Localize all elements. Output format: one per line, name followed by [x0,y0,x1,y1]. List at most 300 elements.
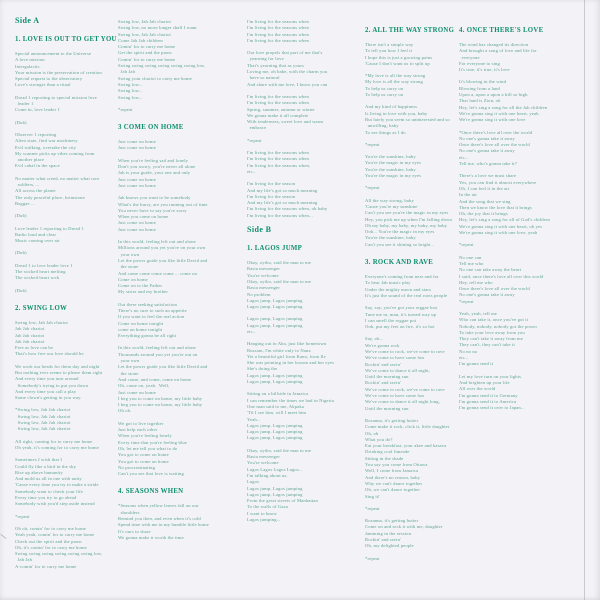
stanza [365,556,463,562]
stanza [247,391,363,441]
stanza [15,514,119,520]
stanza [15,457,119,507]
stanza [118,195,242,233]
lyric-line: Come on to the Father [118,283,163,289]
lyric-line: One man said to me, Akpaka [247,403,304,409]
lyric-line: Swing low, Jah Jah chariot [15,420,71,426]
stanza [365,506,463,512]
lyric-line: Yes, you can find it almost everywhere [459,179,537,185]
lyric-line: Comin' for to carry me home [118,44,176,50]
stanza [15,263,119,282]
lyric-line: Under the mighty moon and stars [365,286,432,292]
stanza [365,198,463,248]
lyric-line: But nothing ever seems to please them right [15,369,103,375]
lyric-line: 'Cause you're my sunshine [365,203,418,209]
lyric-line: Love's stronger than a ritual [15,82,71,88]
lyric-line: Then we know the love that it brings [459,204,532,210]
lyric-line: Oh my baby, my baby, my baby, my baby [365,222,448,228]
lyric-line: Oh, let me tell you what to do [118,445,178,451]
lyric-line: Just come on home [118,145,156,151]
stanza [118,139,242,152]
lyric-line: Every time you try to go ahead [15,495,77,501]
lyric-line: Observer 1 reporting [15,131,57,137]
lyric-line: In this world, feeling left out and alone [118,239,196,245]
lyric-line: Lagos jump, Lagos jumping [247,304,303,310]
lyric-line: We're gonna rock [365,342,400,348]
lyric-line: Lagos jump, Lagos jumping [247,485,303,491]
lyric-line: Swing low... [118,81,143,87]
lyric-line: Hey, let's sing a song for all of God's children [459,217,550,223]
lyric-line: I'm living for the seasons when [247,19,309,24]
lyric-line: Special announcement to the Universe [15,51,92,56]
lyric-line: Evil cabal in the space [15,163,60,169]
lyric-line: Let the power guide you like little David and [118,257,208,263]
lyric-line: Come on and rock it with me, daughter [365,524,443,530]
lyric-line: Oh, my delighted people [365,543,414,549]
lyric-line: Just come on home [118,139,156,145]
lyric-line: Sitting on a hillside in Jamaica [247,391,309,397]
lyric-line: Every time that you're feeling blue [118,439,187,445]
lyric-line: You're the magic in my eyes [365,173,422,179]
song-title: 1. LOVE IS OUT TO GET YOU [15,36,117,43]
stanza [15,407,119,432]
lyric-line: Tell me who [459,260,484,266]
lyric-line: 'Til I see him, will I meet him [247,410,307,416]
lyric-line: Thousands around you yet you're out on [118,351,198,357]
lyric-line: When you come on home [118,214,169,220]
stanza [15,120,119,126]
lyric-line: My sister and my brother [118,289,169,295]
lyric-line: Jah is your guide, your one and only [118,170,191,176]
lyric-line: Swing low... [118,88,143,94]
lyric-line: Come in, love leader 1 [15,107,61,113]
lyric-line: Remind you then, and even when it's cold [118,516,201,521]
lyric-line: You're welcome [247,460,279,466]
lyric-line: The wicked heart melting [15,269,66,275]
lyric-line: There's no cure to such an appetite [118,307,187,313]
stanza [118,239,242,296]
lyric-line: Let the power guide you like little David and [118,364,208,370]
lyric-line: Russian, I'm white only to Nana [247,347,311,353]
lyric-line: To help us carry on [365,85,404,91]
lyric-line: Can't you see that love is waiting [118,471,184,477]
lyric-line: Oh, come on, yeah. Well, [118,383,170,389]
lyric-line: And every time you call a play [15,388,77,394]
stanza [459,374,581,412]
song-title: 1. LAGOS JUMP [247,245,303,253]
lyric-line: Just come on home [118,226,156,232]
lyric-line: Lagos Lagos Lagos Lagos... [247,466,303,472]
lyric-line: *Seasons when yellow leaves fall on our [118,503,199,509]
lyric-line: It's blowing in the wind [459,79,507,85]
lyric-line: They can't, they can't take it [459,342,515,348]
lyric-line: Okay, oyibo, said the man to me [247,447,312,453]
lyric-line: Nobody, nobody, nobody got the power [459,323,538,329]
lyric-line: It's just the sound of the real roots people [365,292,448,298]
lyric-line: Oh, it's comin' for to carry me home [15,544,87,550]
lyric-line: Jah Jah chariot [15,338,45,344]
stanza [15,288,119,294]
lyric-line: Once there's love all over the world [459,286,530,292]
lyric-line: To tell you how I feel it [365,48,413,54]
lyric-line: We gonna make it all complete [247,112,309,118]
lyric-line: When you're feeling sad and lonely [118,157,189,163]
lyric-line: Come make it rock, click it, little daughter [365,424,450,430]
lyric-line: I can remember the times we had in Nigeria [247,397,334,403]
lyric-line: And every time you turn around [15,376,79,382]
lyric-line: Jah knows you want to be somebody [118,195,191,201]
stanza [365,142,463,148]
lyric-line: Music coming over air [15,238,60,244]
lyric-line: Out there seeking satisfaction [118,301,177,307]
lyric-line: Some clown's getting in you way. [15,395,82,401]
song-title: 3. ROCK AND RAVE [365,259,434,267]
side-heading: Side B [247,225,272,235]
lyric-line: To help us carry on [365,92,404,98]
lyric-line: (Dub) [15,287,27,293]
lyric-line: *repeat [459,242,474,248]
lyric-line: I'm gonna send it over to Japan... [459,405,525,411]
lyric-line: Don't you worry, you're never all alone [118,164,196,170]
lyric-line: Oh oh, comin' for to carry me home [15,525,86,531]
lyric-line: your own [118,251,140,257]
lyric-line: *repeat [365,141,380,147]
lyric-line: Lagos jumping... [247,517,281,522]
lyric-line: From the great streets of Manhattan [247,498,318,504]
lyric-line: I'm living for the seasons when [247,150,309,156]
stanza [247,341,363,385]
lyric-line: It's true, it's true, it's love [459,67,510,73]
lyric-line: She was pointing in her bosom and her eyes [247,360,335,366]
lyric-line: Tell me, who's gonna take it? [459,161,517,167]
lyric-line: Swing swing swing swing swing swing low, [15,551,103,557]
lyric-line: I'm living for the seasons when, oh baby [247,206,328,212]
lyric-line: I want to know [247,510,277,516]
lyric-line: Yet a beautiful girl from Kano, from Ile [247,353,326,359]
stanza [459,311,581,368]
lyric-line: To hear Jah music play [365,280,411,286]
paper-crease-line [584,0,585,600]
lyric-line: Sometimes I wish that I [15,457,63,463]
stanza [15,226,119,245]
stanza [365,274,463,299]
lyric-line: Rasta messenger [247,454,280,460]
song-title: 4. SEASONS WHEN [118,488,184,496]
lyric-line: Rosanna, it's getting hotter [365,518,419,524]
lyric-line: I'm living for the season [247,181,296,187]
lyric-line: In the air [459,192,478,198]
lyric-line: Just come on home [118,176,156,182]
lyric-line: And come come come come ... come on [118,270,197,276]
lyric-line: Jah Jah [118,69,136,75]
lyric-line: Lagos jump, Lagos jumping [247,316,303,322]
lyric-line: The wicked heart rock [15,275,60,281]
stanza [15,51,119,89]
lyric-line: No one can take away the heart [459,267,522,273]
lyric-line: Let my love turn on your lights [459,373,522,379]
lyric-line: Lagos [247,479,259,485]
lyric-line: Rosanna, it's getting hotter [365,417,419,423]
stanza [247,150,363,175]
lyric-line: To take your love away from you [459,329,525,335]
lyric-line: No procrastinating [118,464,156,470]
lyric-line: You got to come on home [118,458,169,464]
lyric-line: Jah Jah chariot [15,332,45,338]
lyric-line: We've come to have some fun [365,355,424,361]
lyric-line: All across the planet [15,188,56,194]
lyric-line: I'm living for the seasons when... [247,212,313,218]
lyric-line: Ooh... You're the magic in my eyes [365,229,435,235]
lyric-line: And mold us all in one with unity [15,476,82,482]
lyric-line: No one can [459,254,482,260]
lyric-line: come on home tonight [118,326,163,332]
lyric-line: I said, once there's love all over this world [459,273,544,279]
lyric-line: A-comin' for to carry me home [15,563,77,569]
stanza [15,364,119,402]
lyric-line: Sitting in the shade [365,455,404,461]
lyric-line: I'm talking about us. [247,472,288,478]
lyric-line: I'm living for the seasons when, [247,162,311,168]
lyric-line: Reggae ... [15,200,35,206]
stanza [365,42,463,67]
stanza [15,213,119,219]
lyric-line: Rockin' and ravin' [365,537,401,542]
lyric-line: Okay, oyibo, said the man to me [247,278,312,284]
lyric-line: Spend time with me in my humble little home [118,522,209,528]
song-title: 2. SWING LOW [15,304,68,312]
stanza [247,448,363,524]
lyric-line: But lately you seem so uninterested and so [365,116,450,122]
stanza [365,305,463,330]
lyric-line: Swing low, Jah Jah chariot [118,31,171,37]
lyric-line: Jamming in the session [365,530,412,536]
lyric-line: shoulders [118,509,140,515]
lyric-line: Well, I come from Jamaica [365,468,419,474]
stanza [247,138,363,144]
lyric-line: And come, and come, come on home [118,376,192,382]
song-title: 3 COME ON HOME [118,124,184,132]
lyric-line: I'm living for the seasons when [247,31,309,37]
lyric-line: Just come on home [118,182,156,188]
lyric-line: We're gonna sing it with one heart, oh yes [459,223,543,229]
lyrics-column-1 [15,16,119,576]
lyric-line: Rockin' and ravin' [365,361,401,367]
lyric-line: For everyone to sing [459,60,500,66]
lyric-line: etc... [247,328,257,334]
lyric-line: And my life's got so much meaning [247,187,318,193]
lyric-line: Intergalactic [15,63,40,69]
lyric-line: I'm gonna send it to Germany [459,392,518,398]
lyric-line: We're gonna sing it with one love [459,117,526,123]
lyric-line: Lagos jump, Lagos jumping [247,297,303,303]
lyric-line: *repeat [15,513,30,519]
stanza [459,173,581,236]
stanza [118,503,242,541]
lyric-line: Free as love can be [15,345,54,351]
scratch-mark [0,534,6,539]
lyric-line: Comin' for to carry me home [118,56,176,62]
lyrics-column-3 [247,19,363,529]
lyric-line: Lagos jump, Lagos jumping [247,435,303,441]
lyric-line: Lagos jump, Lagos jumping [247,429,303,435]
lyric-line: Lagos jump, Lagos jumping [247,422,303,428]
lyric-line: I hope this is just a growing pains [365,54,433,60]
lyric-line: We're gonna sing it with one love, yeah [459,230,538,236]
lyric-line: Somebody want to check your life [15,488,83,494]
lyric-line: Lagos jump, Lagos jumping [247,322,303,328]
stanza [365,336,463,412]
lyric-line: With tenderness, sweet love and warm [247,119,324,125]
lyric-line: Everyone's coming from near and far [365,274,439,280]
stanza [15,439,119,452]
lyric-line: yearning for love [247,56,284,62]
lyric-line: Is living in love with you, baby [365,110,428,116]
lyric-line: That's yearning that as yours [247,62,304,68]
lyric-line: Okay, oyibo, said the man to me [247,260,312,266]
lyric-line: You say you come from Ottawa [365,462,428,468]
lyric-line: Swing low, Jah Jah chariot [15,426,71,432]
stanza [459,242,581,248]
lyric-line: Jah Jah [15,557,33,563]
lyric-line: Oh, we can't dance together [365,487,421,493]
lyric-line: etc... [247,168,257,174]
lyric-line: Could fly like a bird in the sky [15,463,77,469]
stanza [118,107,242,113]
lyric-line: Sing it! [365,493,380,499]
lyric-line: Radio loud and clear [15,231,57,237]
stanza [15,132,119,170]
lyric-line: What you do? [365,436,393,442]
stanza [459,79,581,123]
stanza [365,104,463,135]
stanza [15,95,119,114]
lyric-line: *Once there's love all over the world [459,129,533,135]
lyric-line: Hey, you pick me up when I'm falling down [365,216,452,222]
lyric-line: Millions around you yet you're on your own [118,245,206,251]
lyric-line: Swing low, Jah Jah chariot [118,19,171,24]
lyric-line: All the way strong, baby [365,197,414,203]
lyric-line: *repeat [365,505,380,511]
lyric-line: Just come on home [118,389,156,395]
stanza [247,94,363,132]
lyric-line: I'm living for the season [247,193,296,199]
lyric-line: You're the sunshine, baby [365,166,416,172]
lyric-line: I'm living for the seasons when [247,25,309,31]
lyric-line: No one's gonna take it away [459,292,515,298]
lyric-line: Alien state, find war machinery [15,138,78,144]
lyric-line: We've come to dance it all night long, [365,399,441,405]
lyric-line: Lagos jump, Lagos jumping [247,379,303,385]
lyric-line: Come on home tonight [118,320,164,326]
lyric-line: Rasta messenger [247,285,280,291]
lyric-line: Come on home [118,276,148,282]
lyric-line: Oh, the joy that it brings [459,211,508,217]
lyric-line: Oh oh. [118,408,132,414]
lyric-line: Hey, let's sing a song for all the Jah children [459,104,548,110]
lyric-line: All right, coming for to carry me home [15,438,93,444]
stanza [118,345,242,414]
lyric-line: Dread 1 reporting to special mission love [15,94,97,100]
lyric-line: You're the sunshine, baby [365,154,416,160]
lyric-line: Lagos jump, Lagos jumping [247,372,303,378]
lyric-line: (Dub) [15,119,27,125]
stanza [118,421,242,478]
lyric-line: Blowing from a land [459,85,500,91]
lyric-line: Tune me in, man, it's turned way up [365,311,437,317]
lyric-line: Yeah... [247,416,261,422]
lyric-line: Swing your chariot to carry me home [118,75,192,81]
lyric-line: Special request to the observatory [15,76,83,82]
lyric-line: And my kind of happiness [365,104,418,110]
lyric-line: And my life's got so much meaning [247,200,318,206]
lyric-line: My love is all the way strong [365,79,423,85]
lyric-line: *Swing low, Jah Jah chariot [15,407,71,413]
lyric-line: There isn't a simple way [365,42,414,47]
lyric-line: In this world, feeling left out and alone [118,345,196,351]
lyric-line: Oh, oh [365,430,379,436]
lyric-line: We've come to rock, we've come to rave [365,386,445,392]
lyric-line: You never have to say you're sorry [118,207,187,213]
lyric-line: Say, oh... [365,336,384,342]
lyric-line: Hey, tell me who [459,279,493,285]
lyric-line: Swing low... [118,94,143,100]
lyric-line: That land is Zion, oh [459,98,501,104]
lyric-line: *repeat [459,298,474,304]
stanza [365,518,463,549]
lyric-line: Hanging out in Aba, just like hometown [247,341,327,347]
lyric-line: I'm living for the seasons when [247,93,309,99]
lyric-line: I'm gonna send it [459,361,494,367]
lyric-line: Everything gonna be all right [118,333,177,339]
lyric-line: To see things as I do [365,129,406,135]
lyric-line: Yeah, yeah, tell me [459,310,497,316]
lyric-line: Our love propels that part of me that's [247,50,323,56]
lyric-line: 'Cause I don't want us to split up [365,60,430,66]
lyric-line: Upon a, upon a upon a hill so high [459,92,528,98]
lyric-line: You're welcome [247,272,279,278]
lyrics-column-5 [459,16,581,417]
lyric-line: No one's gonna take it away [459,148,515,154]
lyric-line: We've come to have some fun [365,393,424,399]
stanza [118,19,242,101]
lyric-line: (Dub) [15,250,27,256]
lyric-line: Rise up above humanity [15,469,63,475]
lyric-line: Until the morning sun [365,374,409,380]
lyric-line: Can't you see you're the magic in my eyes [365,210,449,216]
stanza [247,316,363,335]
stanza [365,418,463,500]
lyric-line: Swing low, no more longer shall I roam [118,25,197,31]
lyric-line: Say, say, you've got your reggae box [365,305,438,311]
stanza [247,19,363,44]
lyric-line: We've come to dance it all night, [365,367,430,373]
lyric-line: Who can take it, once you've got it [459,317,529,323]
lyric-line: Oh yeah, it's coming for to carry me home [15,444,99,450]
lyric-line: etc... [459,355,469,361]
stanza [15,320,119,358]
lyric-line: You're the sunshine, baby [365,235,416,241]
lyric-line: Ooh, put my feet on fire, it's so hot [365,324,435,330]
lyric-line: Somebody's trying to put you down [15,382,89,388]
lyric-line: We work our heads for them day and night [15,363,100,369]
lyric-line: I can smell the reggae pot [365,317,417,323]
lyric-line: Your mission is the preservation of creation [15,69,102,75]
lyric-line: Dread 1 to love leader love 1 [15,262,73,268]
lyric-line: It's ours to share [118,528,151,534]
lyric-line: have so natural [247,75,280,81]
lyric-line: Until the morning sun [365,405,409,411]
lyric-line: the stone [118,264,139,270]
